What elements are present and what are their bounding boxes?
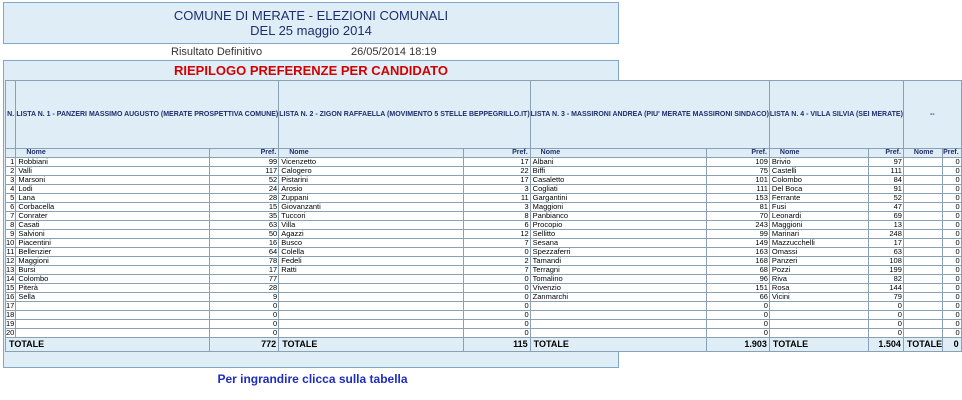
candidate-name: Fusi	[769, 203, 868, 212]
candidate-name	[903, 185, 942, 194]
candidate-name: Maggioni	[530, 203, 706, 212]
candidate-name	[769, 329, 868, 338]
list-header: LISTA N. 2 - ZIGON RAFFAELLA (MOVIMENTO 5 STELLE BEPPEGRILLO.IT)	[279, 81, 530, 149]
totals-value: 0	[943, 338, 962, 352]
candidate-preferences: 111	[868, 167, 903, 176]
table-row	[6, 212, 962, 221]
candidate-preferences: 96	[706, 275, 769, 284]
candidate-name: Terragni	[530, 266, 706, 275]
totals-value: 115	[464, 338, 530, 352]
candidate-preferences: 248	[868, 230, 903, 239]
n-header: N.	[6, 81, 16, 149]
candidate-preferences: 0	[943, 311, 962, 320]
col-nome-header: Nome	[903, 149, 942, 158]
candidate-name: Cogliati	[530, 185, 706, 194]
candidate-preferences: 7	[464, 266, 530, 275]
candidate-name: Gargantini	[530, 194, 706, 203]
candidate-name	[279, 275, 464, 284]
candidate-preferences: 16	[210, 239, 279, 248]
candidate-name	[279, 284, 464, 293]
candidate-name: Arosio	[279, 185, 464, 194]
candidate-preferences: 79	[868, 293, 903, 302]
candidate-preferences: 17	[464, 158, 530, 167]
row-number: 13	[6, 265, 15, 274]
table-row	[6, 275, 962, 284]
row-number: 8	[6, 221, 16, 230]
candidate-preferences: 0	[943, 293, 962, 302]
row-number: 14	[6, 274, 15, 283]
candidate-preferences: 168	[706, 257, 769, 266]
candidate-name: Pistarini	[279, 176, 464, 185]
table-row	[6, 320, 962, 329]
col-nome-header: Nome	[279, 149, 464, 158]
table-row	[6, 293, 962, 302]
header-date: DEL 25 maggio 2014	[250, 23, 372, 38]
candidate-preferences: 101	[706, 176, 769, 185]
candidate-name: Omassi	[769, 248, 868, 257]
candidate-name	[530, 329, 706, 338]
candidate-name: Piacentini	[16, 239, 210, 248]
candidate-name: Tamandi	[530, 257, 706, 266]
candidate-name: Corbacella	[16, 203, 210, 212]
list-header: LISTA N. 1 - PANZERI MASSIMO AUGUSTO (MERATE PROSPETTIVA COMUNE)	[16, 81, 279, 149]
table-row	[6, 239, 962, 248]
table-row	[6, 221, 962, 230]
candidate-preferences: 12	[464, 230, 530, 239]
candidate-preferences: 81	[706, 203, 769, 212]
candidate-name: Fedeli	[279, 257, 464, 266]
table-row	[6, 329, 962, 338]
candidate-name	[16, 329, 210, 338]
row-number: 5	[6, 194, 16, 203]
candidate-name	[279, 293, 464, 302]
candidate-name	[903, 212, 942, 221]
candidate-preferences: 109	[706, 158, 769, 167]
totals-label: TOTALE	[903, 338, 942, 352]
candidate-preferences: 0	[464, 275, 530, 284]
table-row	[6, 266, 962, 275]
table-row	[6, 248, 962, 257]
candidate-name	[903, 230, 942, 239]
candidate-name	[279, 302, 464, 311]
row-number: 1	[6, 158, 16, 167]
candidate-preferences: 15	[210, 203, 279, 212]
candidate-name: Panbianco	[530, 212, 706, 221]
candidate-name: Tuccori	[279, 212, 464, 221]
candidate-preferences: 0	[943, 248, 962, 257]
candidate-preferences: 0	[464, 248, 530, 257]
table-row	[6, 158, 962, 167]
candidate-name: Colombo	[769, 176, 868, 185]
candidate-name: Piterà	[16, 284, 210, 293]
list-header: LISTA N. 3 - MASSIRONI ANDREA (PIU' MERATE MASSIRONI SINDACO)	[530, 81, 769, 149]
candidate-preferences: 153	[706, 194, 769, 203]
candidate-preferences: 0	[943, 194, 962, 203]
table-row	[6, 194, 962, 203]
row-number: 4	[6, 185, 16, 194]
candidate-preferences: 0	[706, 320, 769, 329]
candidate-name	[903, 329, 942, 338]
row-number: 15	[6, 283, 15, 292]
candidate-name: Calogero	[279, 167, 464, 176]
row-number: 19	[6, 319, 15, 328]
candidate-name	[903, 302, 942, 311]
table-row	[6, 257, 962, 266]
candidate-preferences: 111	[706, 185, 769, 194]
candidate-preferences: 7	[464, 239, 530, 248]
row-number: 6	[6, 203, 16, 212]
candidate-name	[903, 266, 942, 275]
candidate-name	[903, 158, 942, 167]
candidate-preferences: 0	[868, 311, 903, 320]
candidate-name: Biffi	[530, 167, 706, 176]
candidate-name: Castelli	[769, 167, 868, 176]
candidate-name	[903, 284, 942, 293]
candidate-name	[903, 203, 942, 212]
list-header-row	[6, 81, 962, 149]
status-label: Risultato Definitivo	[171, 46, 263, 58]
candidate-name: Rosa	[769, 284, 868, 293]
candidate-preferences: 0	[943, 266, 962, 275]
candidate-preferences: 17	[868, 239, 903, 248]
candidate-preferences: 11	[464, 194, 530, 203]
candidate-preferences: 82	[868, 275, 903, 284]
candidate-preferences: 0	[943, 320, 962, 329]
row-number: 11	[6, 247, 15, 256]
row-number: 9	[6, 230, 16, 239]
candidate-name: Marsoni	[16, 176, 210, 185]
totals-value: 1.903	[706, 338, 769, 352]
candidate-preferences: 0	[464, 320, 530, 329]
candidate-preferences: 99	[210, 158, 279, 167]
candidate-name	[16, 302, 210, 311]
row-number: 2	[6, 167, 16, 176]
candidate-preferences: 0	[464, 284, 530, 293]
row-number: 18	[6, 310, 15, 319]
column-header-row	[6, 149, 962, 158]
candidate-preferences: 78	[210, 257, 279, 266]
candidate-preferences: 13	[868, 221, 903, 230]
candidate-preferences: 0	[943, 158, 962, 167]
candidate-name: Zanmarchi	[530, 293, 706, 302]
candidate-preferences: 163	[706, 248, 769, 257]
table-row	[6, 167, 962, 176]
table-row	[6, 311, 962, 320]
candidate-preferences: 0	[943, 284, 962, 293]
candidate-name: Bellenzier	[16, 248, 210, 257]
candidate-name: Vicini	[769, 293, 868, 302]
candidate-name: Marinari	[769, 230, 868, 239]
row-number: 16	[6, 292, 15, 301]
candidate-preferences: 8	[464, 212, 530, 221]
table-row	[6, 284, 962, 293]
candidate-name: Colella	[279, 248, 464, 257]
candidate-preferences: 0	[464, 329, 530, 338]
candidate-name	[903, 239, 942, 248]
candidate-name	[530, 311, 706, 320]
candidate-preferences: 0	[706, 329, 769, 338]
candidate-name: Robbiani	[16, 158, 210, 167]
list-header: LISTA N. 4 - VILLA SILVIA (SEI MERATE)	[769, 81, 903, 149]
candidate-name	[279, 329, 464, 338]
candidate-name: Albani	[530, 158, 706, 167]
candidate-preferences: 0	[943, 230, 962, 239]
row-number: 20	[6, 328, 15, 337]
table-row	[6, 185, 962, 194]
candidate-preferences: 9	[210, 293, 279, 302]
table-title: RIEPILOGO PREFERENZE PER CANDIDATO	[174, 63, 448, 78]
candidate-preferences: 97	[868, 158, 903, 167]
candidate-preferences: 3	[464, 185, 530, 194]
candidate-name	[903, 320, 942, 329]
row-number: 12	[6, 256, 15, 265]
table-row	[6, 203, 962, 212]
candidate-name	[16, 320, 210, 329]
candidate-name	[903, 293, 942, 302]
col-nome-header: Nome	[769, 149, 868, 158]
candidate-name	[903, 194, 942, 203]
candidate-name: Salvioni	[16, 230, 210, 239]
candidate-name: Agazzi	[279, 230, 464, 239]
row-number: 7	[6, 212, 16, 221]
candidate-name	[16, 311, 210, 320]
candidate-name: Ratti	[279, 266, 464, 275]
candidate-preferences: 108	[868, 257, 903, 266]
candidate-name	[769, 320, 868, 329]
totals-label: TOTALE	[6, 338, 210, 352]
candidate-name: Pozzi	[769, 266, 868, 275]
col-pref-header: Pref.	[706, 149, 769, 158]
candidate-name: Tomalino	[530, 275, 706, 284]
candidate-preferences: 22	[464, 167, 530, 176]
candidate-name: Maggioni	[16, 257, 210, 266]
totals-value: 1.504	[868, 338, 903, 352]
candidate-preferences: 0	[943, 257, 962, 266]
candidate-preferences: 0	[210, 302, 279, 311]
candidate-name: Panzeri	[769, 257, 868, 266]
totals-row	[6, 338, 962, 352]
candidate-name: Valli	[16, 167, 210, 176]
totals-label: TOTALE	[530, 338, 706, 352]
candidate-preferences: 28	[210, 194, 279, 203]
candidate-name: Spezzaferri	[530, 248, 706, 257]
candidate-name: Busco	[279, 239, 464, 248]
row-number: 17	[6, 301, 15, 310]
candidate-name: Conrater	[16, 212, 210, 221]
candidate-preferences: 17	[464, 176, 530, 185]
candidate-preferences: 199	[868, 266, 903, 275]
candidate-name: Leonardi	[769, 212, 868, 221]
candidate-name	[769, 311, 868, 320]
candidate-preferences: 63	[210, 221, 279, 230]
candidate-preferences: 0	[943, 185, 962, 194]
candidate-preferences: 69	[868, 212, 903, 221]
candidate-preferences: 84	[868, 176, 903, 185]
candidate-name	[903, 176, 942, 185]
candidate-preferences: 6	[464, 221, 530, 230]
candidate-name	[903, 257, 942, 266]
candidate-name	[530, 320, 706, 329]
candidate-preferences: 0	[943, 302, 962, 311]
row-number: 3	[6, 176, 16, 185]
candidate-preferences: 144	[868, 284, 903, 293]
candidate-name: Villa	[279, 221, 464, 230]
candidate-preferences: 66	[706, 293, 769, 302]
candidate-preferences: 149	[706, 239, 769, 248]
candidate-preferences: 0	[943, 239, 962, 248]
candidate-name	[903, 275, 942, 284]
candidate-name	[530, 302, 706, 311]
candidate-name	[769, 302, 868, 311]
candidate-name: Sellitto	[530, 230, 706, 239]
candidate-name: Vivenzio	[530, 284, 706, 293]
candidate-name: Sella	[16, 293, 210, 302]
candidate-preferences: 243	[706, 221, 769, 230]
candidate-name: Riva	[769, 275, 868, 284]
totals-label: TOTALE	[279, 338, 464, 352]
table-row	[6, 302, 962, 311]
totals-value: 772	[210, 338, 279, 352]
candidate-name: Casati	[16, 221, 210, 230]
candidate-name	[903, 221, 942, 230]
candidate-name: Mazzucchelli	[769, 239, 868, 248]
enlarge-table-link[interactable]: Per ingrandire clicca sulla tabella	[217, 372, 408, 386]
candidate-name: Lana	[16, 194, 210, 203]
candidate-preferences: 0	[943, 212, 962, 221]
candidate-preferences: 0	[943, 176, 962, 185]
candidate-name: Procopio	[530, 221, 706, 230]
list-header: --	[903, 81, 961, 149]
candidate-name: Brivio	[769, 158, 868, 167]
candidate-preferences: 24	[210, 185, 279, 194]
candidate-preferences: 63	[868, 248, 903, 257]
row-number: 10	[6, 238, 15, 247]
candidate-name: Zuppani	[279, 194, 464, 203]
candidate-preferences: 99	[706, 230, 769, 239]
candidate-preferences: 0	[464, 311, 530, 320]
col-nome-header: Nome	[16, 149, 210, 158]
candidate-name: Lodi	[16, 185, 210, 194]
col-pref-header: Pref.	[868, 149, 903, 158]
candidate-preferences: 0	[210, 320, 279, 329]
candidate-preferences: 0	[210, 329, 279, 338]
candidate-name: Maggioni	[769, 221, 868, 230]
candidate-preferences: 0	[943, 221, 962, 230]
status-datetime: 26/05/2014 18:19	[351, 46, 437, 58]
candidate-preferences: 64	[210, 248, 279, 257]
candidate-preferences: 2	[464, 257, 530, 266]
candidate-name: Vicenzetto	[279, 158, 464, 167]
candidate-preferences: 0	[943, 275, 962, 284]
candidate-preferences: 3	[464, 203, 530, 212]
candidate-preferences: 0	[706, 302, 769, 311]
candidate-preferences: 0	[868, 329, 903, 338]
candidate-name	[903, 248, 942, 257]
candidate-name	[279, 320, 464, 329]
candidate-name: Sesana	[530, 239, 706, 248]
candidate-name	[279, 311, 464, 320]
col-pref-header: Pref.	[210, 149, 279, 158]
candidate-preferences: 75	[706, 167, 769, 176]
candidate-preferences: 77	[210, 275, 279, 284]
candidate-name: Colombo	[16, 275, 210, 284]
candidate-preferences: 52	[210, 176, 279, 185]
candidate-name: Ferrante	[769, 194, 868, 203]
col-pref-header: Pref.	[943, 149, 962, 158]
candidate-preferences: 52	[868, 194, 903, 203]
candidate-preferences: 0	[868, 302, 903, 311]
header-title: COMUNE DI MERATE - ELEZIONI COMUNALI	[173, 8, 449, 23]
candidate-preferences: 70	[706, 212, 769, 221]
candidate-preferences: 68	[706, 266, 769, 275]
candidate-name: Bursi	[16, 266, 210, 275]
status-bar	[3, 45, 619, 60]
candidate-preferences: 0	[464, 302, 530, 311]
candidate-preferences: 0	[868, 320, 903, 329]
candidate-preferences: 28	[210, 284, 279, 293]
candidate-preferences: 0	[943, 329, 962, 338]
candidate-name: Giovanzanti	[279, 203, 464, 212]
candidate-preferences: 0	[943, 167, 962, 176]
candidate-name	[903, 311, 942, 320]
candidate-preferences: 0	[706, 311, 769, 320]
candidate-preferences: 47	[868, 203, 903, 212]
col-pref-header: Pref.	[464, 149, 530, 158]
candidate-name	[903, 167, 942, 176]
candidate-preferences: 0	[943, 203, 962, 212]
page-header	[3, 2, 619, 44]
candidate-preferences: 91	[868, 185, 903, 194]
candidate-preferences: 0	[464, 293, 530, 302]
candidate-preferences: 35	[210, 212, 279, 221]
candidate-preferences: 17	[210, 266, 279, 275]
candidate-preferences: 151	[706, 284, 769, 293]
candidate-preferences: 117	[210, 167, 279, 176]
col-nome-header: Nome	[530, 149, 706, 158]
candidate-name: Casaletto	[530, 176, 706, 185]
candidate-preferences: 0	[210, 311, 279, 320]
candidate-name: Del Boca	[769, 185, 868, 194]
preferences-table[interactable]	[5, 80, 962, 352]
table-row	[6, 176, 962, 185]
candidate-preferences: 50	[210, 230, 279, 239]
totals-label: TOTALE	[769, 338, 868, 352]
table-row	[6, 230, 962, 239]
